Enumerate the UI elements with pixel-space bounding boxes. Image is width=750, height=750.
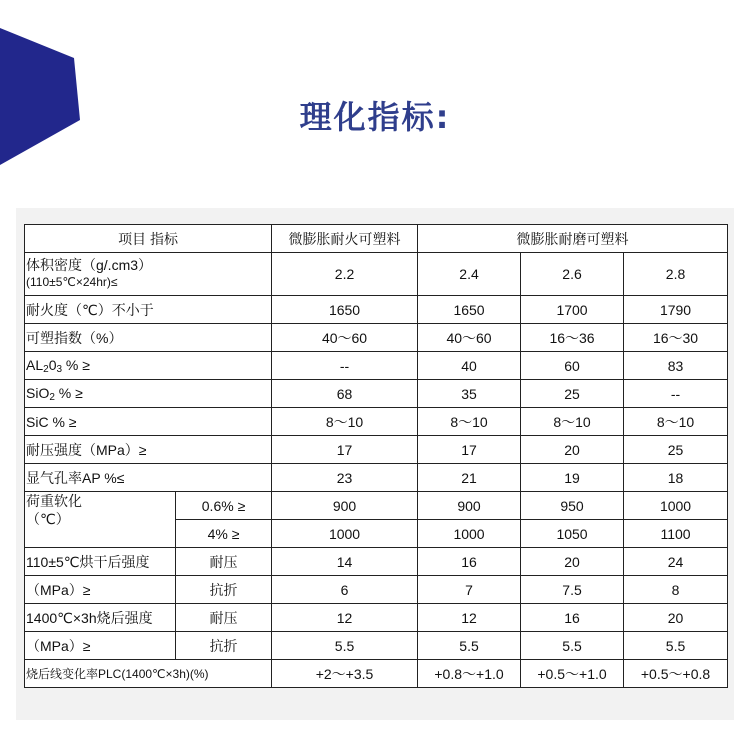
row-label: 1400℃×3h烧后强度 — [25, 604, 176, 632]
table-cell: 1650 — [272, 296, 418, 324]
row-label: 显气孔率AP %≤ — [25, 464, 272, 492]
table-cell: 1000 — [272, 520, 418, 548]
header-item: 项目 指标 — [25, 225, 272, 253]
table-cell: 20 — [521, 436, 624, 464]
row-label — [25, 352, 272, 380]
table-cell: -- — [624, 380, 728, 408]
density-label-line1: 体积密度（g/.cm3） — [26, 257, 153, 273]
table-cell: 7.5 — [521, 576, 624, 604]
corner-decoration — [0, 0, 120, 170]
table-cell: 950 — [521, 492, 624, 520]
table-cell: 8～10 — [624, 408, 728, 436]
row-label: （MPa）≥ — [25, 632, 176, 660]
row-label: SiC % ≥ — [25, 408, 272, 436]
table-cell: 2.4 — [418, 253, 521, 296]
row-sublabel: 耐压 — [176, 604, 272, 632]
table-cell: 17 — [272, 436, 418, 464]
table-cell: 900 — [418, 492, 521, 520]
table-cell: 40 — [418, 352, 521, 380]
table-cell: 6 — [272, 576, 418, 604]
table-row-fired-1 — [25, 604, 728, 632]
table-row-density — [25, 253, 728, 296]
table-cell: +0.8～+1.0 — [418, 660, 521, 688]
table-cell: 7 — [418, 576, 521, 604]
row-label: 110±5℃烘干后强度 — [25, 548, 176, 576]
table-row-sio2 — [25, 380, 728, 408]
sio2-label-sub: 2 — [49, 391, 55, 403]
row-sublabel: 4% ≥ — [176, 520, 272, 548]
table-cell: 35 — [418, 380, 521, 408]
table-cell: 12 — [418, 604, 521, 632]
table-row-fired-2 — [25, 632, 728, 660]
table-cell: 1000 — [624, 492, 728, 520]
table-cell: +2～+3.5 — [272, 660, 418, 688]
table-row-compressive — [25, 436, 728, 464]
table-cell: 16 — [521, 604, 624, 632]
table-cell: 1700 — [521, 296, 624, 324]
row-label — [25, 492, 176, 548]
table-cell: -- — [272, 352, 418, 380]
row-sublabel: 抗折 — [176, 576, 272, 604]
table-cell: 12 — [272, 604, 418, 632]
table-cell: 60 — [521, 352, 624, 380]
table-cell: 40～60 — [418, 324, 521, 352]
table-cell: 2.6 — [521, 253, 624, 296]
header-product-b: 微膨胀耐磨可塑料 — [418, 225, 728, 253]
table-cell: 25 — [624, 436, 728, 464]
table-row-dried-2 — [25, 576, 728, 604]
table-cell: 8～10 — [272, 408, 418, 436]
table-cell: 20 — [624, 604, 728, 632]
table-row-dried-1 — [25, 548, 728, 576]
table-cell: 2.2 — [272, 253, 418, 296]
softening-label-line2: （℃） — [26, 511, 70, 527]
table-cell: 1790 — [624, 296, 728, 324]
table-cell: 68 — [272, 380, 418, 408]
table-cell: 5.5 — [272, 632, 418, 660]
table-row-al2o3 — [25, 352, 728, 380]
table-cell: 18 — [624, 464, 728, 492]
al2o3-label-a: AL — [26, 356, 44, 373]
table-cell: 1100 — [624, 520, 728, 548]
softening-label-line1: 荷重软化 — [26, 493, 82, 509]
table-cell: 1000 — [418, 520, 521, 548]
row-label: 耐火度（℃）不小于 — [25, 296, 272, 324]
al2o3-label-b: 0 — [48, 356, 57, 373]
table-cell: 14 — [272, 548, 418, 576]
row-label: 烧后线变化率PLC(1400℃×3h)(%) — [25, 660, 272, 688]
al2o3-label-c: % ≥ — [62, 356, 90, 373]
row-sublabel: 0.6% ≥ — [176, 492, 272, 520]
page-title: 理化指标: — [299, 98, 451, 136]
sio2-label-a: SiO — [26, 384, 50, 401]
table-cell: 40～60 — [272, 324, 418, 352]
table-cell: 2.8 — [624, 253, 728, 296]
table-cell: 5.5 — [418, 632, 521, 660]
table-cell: 1050 — [521, 520, 624, 548]
table-row-porosity — [25, 464, 728, 492]
al2o3-label-sub2: 3 — [56, 363, 63, 375]
table-cell: 17 — [418, 436, 521, 464]
table-cell: 21 — [418, 464, 521, 492]
row-label — [25, 380, 272, 408]
row-label: 耐压强度（MPa）≥ — [25, 436, 272, 464]
table-cell: +0.5～+0.8 — [624, 660, 728, 688]
table-cell: 16 — [418, 548, 521, 576]
table-cell: 19 — [521, 464, 624, 492]
row-label: 可塑指数（%） — [25, 324, 272, 352]
table-cell: 23 — [272, 464, 418, 492]
table-cell: 16～30 — [624, 324, 728, 352]
table-cell: 900 — [272, 492, 418, 520]
table-row-plc — [25, 660, 728, 688]
table-cell: 16～36 — [521, 324, 624, 352]
table-cell: 8～10 — [521, 408, 624, 436]
table-cell: 5.5 — [624, 632, 728, 660]
row-label — [25, 253, 272, 296]
table-cell: 83 — [624, 352, 728, 380]
row-sublabel: 耐压 — [176, 548, 272, 576]
table-cell: 1650 — [418, 296, 521, 324]
row-sublabel: 抗折 — [176, 632, 272, 660]
spec-table — [24, 224, 728, 688]
table-cell: +0.5～+1.0 — [521, 660, 624, 688]
table-cell: 25 — [521, 380, 624, 408]
header-product-a: 微膨胀耐火可塑料 — [272, 225, 418, 253]
row-label: （MPa）≥ — [25, 576, 176, 604]
table-header-row — [25, 225, 728, 253]
table-cell: 5.5 — [521, 632, 624, 660]
table-cell: 20 — [521, 548, 624, 576]
table-row-softening-1 — [25, 492, 728, 520]
table-cell: 24 — [624, 548, 728, 576]
table-row-sic — [25, 408, 728, 436]
table-row-plasticity — [25, 324, 728, 352]
sio2-label-b: % ≥ — [54, 384, 83, 401]
table-cell: 8～10 — [418, 408, 521, 436]
table-cell: 8 — [624, 576, 728, 604]
table-row-refractoriness — [25, 296, 728, 324]
al2o3-label-sub1: 2 — [43, 363, 49, 375]
density-label-line2: (110±5℃×24hr)≤ — [26, 275, 118, 289]
